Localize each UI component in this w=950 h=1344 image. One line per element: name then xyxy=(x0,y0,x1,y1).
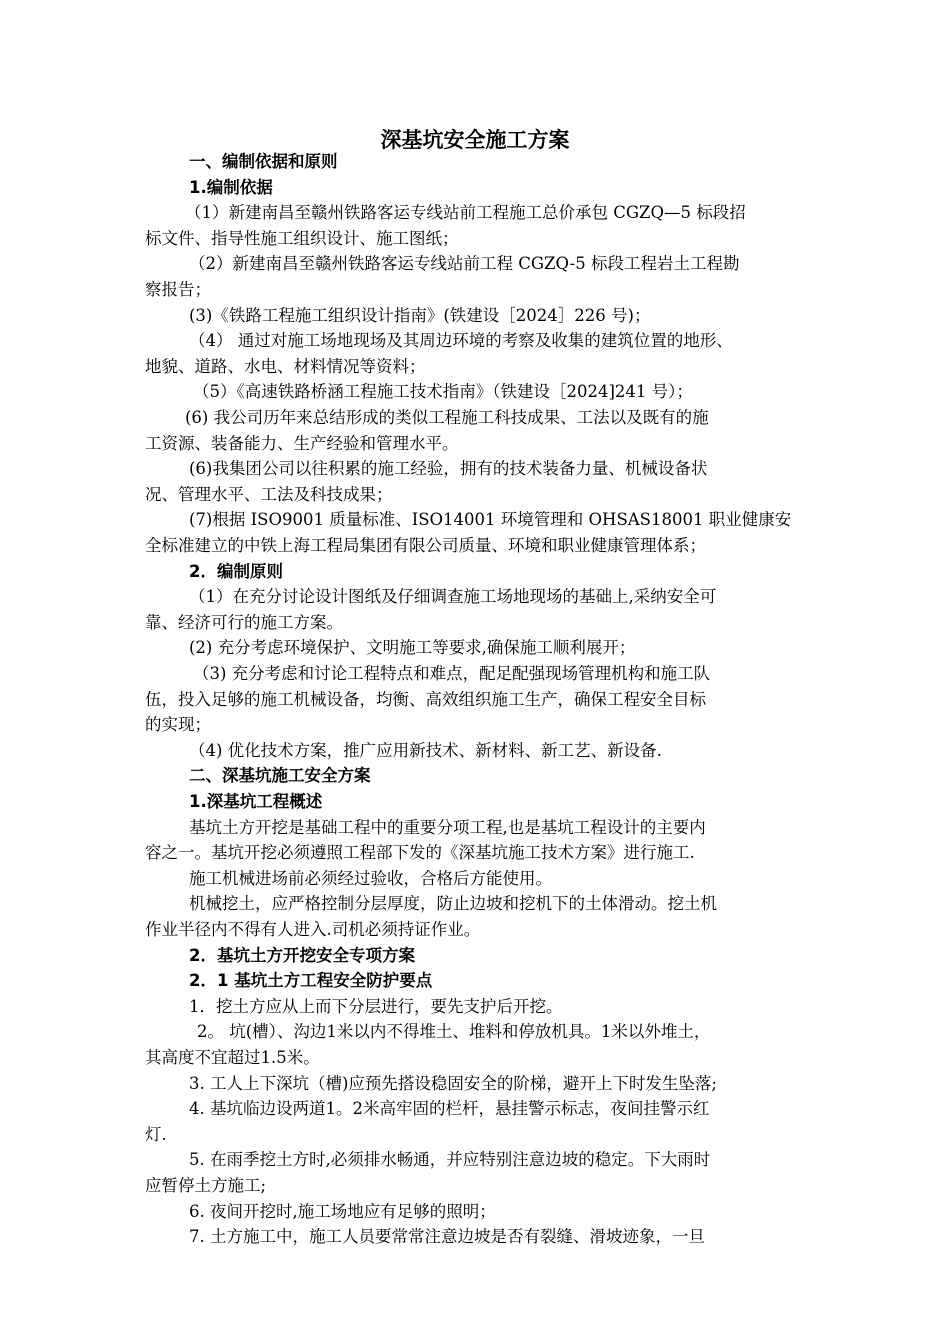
section-heading: 1.深基坑工程概述 xyxy=(189,792,323,811)
section-heading: 2．1 基坑土方工程安全防护要点 xyxy=(189,971,433,991)
text-line: (3)《铁路工程施工组织设计指南》(铁建设［2024］226 号)； xyxy=(189,305,651,325)
text-line: 灯. xyxy=(145,1124,167,1144)
text-line: 3. 工人上下深坑（槽)应预先搭设稳固安全的阶梯，避开上下时发生坠落; xyxy=(189,1073,717,1093)
text-line: 应暂停土方施工; xyxy=(145,1176,267,1195)
section-heading: 二、深基坑施工安全方案 xyxy=(189,766,371,786)
section-heading: 2．基坑土方开挖安全专项方案 xyxy=(189,945,415,965)
text-line: (7)根据 ISO9001 质量标准、ISO14001 环境管理和 OHSAS18001 职业健康安 xyxy=(189,510,792,530)
text-line: (2) 充分考虑环境保护、文明施工等要求,确保施工顺利展开； xyxy=(189,638,636,658)
section-heading: 2．编制原则 xyxy=(189,561,283,581)
text-line: 机械挖土，应严格控制分层厚度，防止边坡和挖机下的土体滑动。挖土机 xyxy=(189,894,717,914)
text-line: 作业半径内不得有人进入.司机必须持证作业。 xyxy=(145,920,481,939)
text-line: （3) 充分考虑和讨论工程特点和难点，配足配强现场管理机构和施工队 xyxy=(193,664,711,683)
text-line: 的实现； xyxy=(145,715,211,735)
text-line: （1）新建南昌至赣州铁路客运专线站前工程施工总价承包 CGZQ—5 标段招 xyxy=(185,203,746,223)
text-line: (6)我集团公司以往积累的施工经验，拥有的技术装备力量、机械设备状 xyxy=(189,459,708,479)
text-line: 1．挖土方应从上而下分层进行，要先支护后开挖。 xyxy=(189,996,563,1016)
text-line: 5. 在雨季挖土方时,必须排水畅通，并应特别注意边坡的稳定。下大雨时 xyxy=(189,1150,711,1170)
text-line: 7. 土方施工中，施工人员要常常注意边坡是否有裂缝、滑坡迹象，一旦 xyxy=(189,1227,705,1247)
text-line: 伍，投入足够的施工机械设备，均衡、高效组织施工生产，确保工程安全目标 xyxy=(145,689,706,709)
text-line: (6) 我公司历年来总结形成的类似工程施工科技成果、工法以及既有的施 xyxy=(185,408,709,427)
text-line: 6. 夜间开挖时,施工场地应有足够的照明； xyxy=(189,1201,496,1221)
section-heading: 一、编制依据和原则 xyxy=(189,152,338,171)
text-line: 全标准建立的中铁上海工程局集团有限公司质量、环境和职业健康管理体系； xyxy=(145,536,706,555)
text-line: 地貌、道路、水电、材料情况等资料； xyxy=(145,356,426,376)
text-line: 标文件、指导性施工组织设计、施工图纸； xyxy=(145,228,459,248)
text-line: 工资源、装备能力、生产经验和管理水平。 xyxy=(145,433,459,453)
text-line: 察报告； xyxy=(145,280,211,299)
text-line: 4. 基坑临边设两道1。2米高牢固的栏杆，悬挂警示标志，夜间挂警示红 xyxy=(189,1099,710,1119)
text-line: （5）《高速铁路桥涵工程施工技术指南》（铁建设［2024]241 号）； xyxy=(193,382,693,402)
text-line: （1）在充分讨论设计图纸及仔细调查施工场地现场的基础上,采纳安全可 xyxy=(189,587,717,607)
text-line: 2。 坑(槽）、沟边1米以内不得堆土、堆料和停放机具。1米以外堆土， xyxy=(197,1022,711,1042)
page-title: 深基坑安全施工方案 xyxy=(380,128,570,152)
text-line: 靠、经济可行的施工方案。 xyxy=(145,612,343,632)
text-line: （4) 优化技术方案，推广应用新技术、新材料、新工艺、新设备. xyxy=(189,740,662,760)
text-line: 施工机械进场前必须经过验收，合格后方能使用。 xyxy=(189,868,552,888)
text-line: （4） 通过对施工场地现场及其周边环境的考察及收集的建筑位置的地形、 xyxy=(189,331,733,351)
text-line: 况、管理水平、工法及科技成果； xyxy=(145,484,393,504)
text-line: 容之一。基坑开挖必须遵照工程部下发的《深基坑施工技术方案》进行施工. xyxy=(145,843,695,863)
section-heading: 1.编制依据 xyxy=(189,177,273,197)
text-line: 基坑土方开挖是基础工程中的重要分项工程,也是基坑工程设计的主要内 xyxy=(189,817,706,837)
text-line: （2）新建南昌至赣州铁路客运专线站前工程 CGZQ-5 标段工程岩土工程勘 xyxy=(189,254,740,274)
text-line: 其高度不宜超过1.5米。 xyxy=(145,1048,320,1067)
